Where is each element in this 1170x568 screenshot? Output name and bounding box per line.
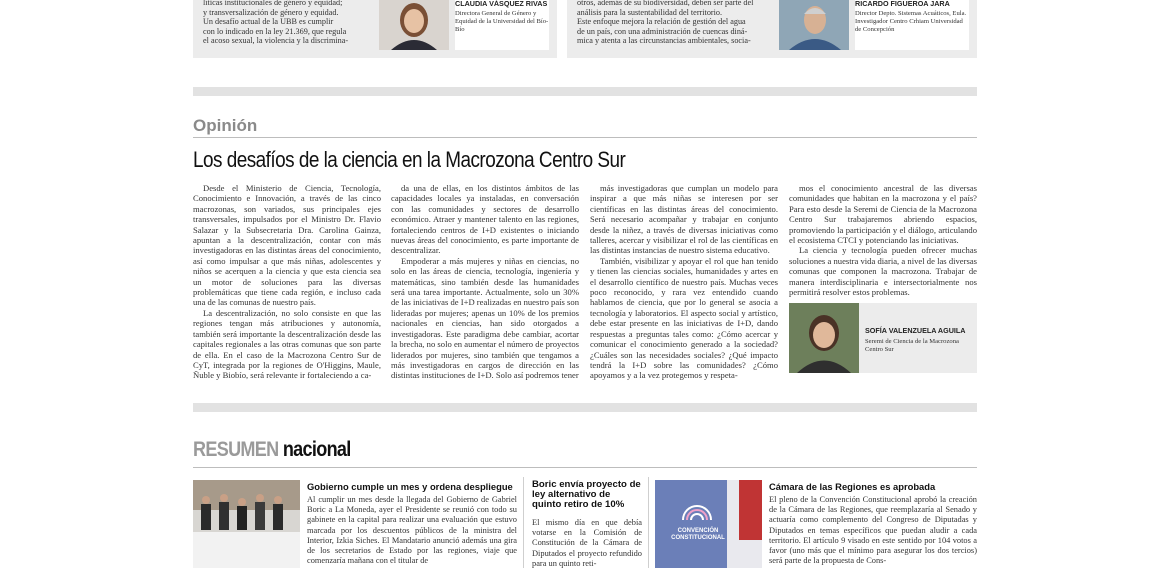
opinion-column-3 [590, 183, 778, 381]
camara-headline: Cámara de las Regiones es aprobada [769, 481, 936, 492]
opinion-headline: Los desafíos de la ciencia en la Macrozona Centro Sur [193, 147, 626, 172]
opinion-rule [193, 137, 977, 138]
claudia-vasquez-caption [455, 0, 549, 50]
sofia-valenzuela-name: SOFÍA VALENZUELA AGUILA [865, 326, 966, 335]
sofia-valenzuela-photo [789, 303, 859, 373]
gobierno-body: Al cumplir un mes desde la llegada del Gobierno de Gabriel Boric a La Moneda, ayer el Presidente se reunió con todo su gabinete en la capital para realizar una evaluación que estuvo marcada por los descuentos públicos de la ministra del Interior, Izkia Siches. El Mandatario anunció además una gira de los secretarios de Estado por las regiones, viaje que comenzaría mañana con el titular de [307, 495, 517, 566]
top-right-text: otros, además de su biodiversidad, deben ser parte del análisis para la sustentabilidad del territorio. Este enfoque mejora la relación de gestión del agua de un país, con una administración de cuencas diná- mica y atenta a las circunstancias ambientales, socia- [577, 0, 754, 46]
paragraph: También, visibilizar y apoyar el rol que han tenido y tienen las ciencias sociales, humanidades y artes en el desarrollo científico de nuestro país. Muchas veces poco reconocido, y rara vez entendido cuando hablamos de ciencia, que por lo general se asocia a tecnología y laboratorios. El aspecto social y artístico, debe estar presente en las iniciativas de I+D, dando respuestas a preguntas tales como: ¿Cómo acercar y comunicar el conocimiento generado a la sociedad? ¿Cuáles son las necesidades sociales? ¿Qué impacto tendrá la I+D sobre las comunidades? ¿Cómo apoyamos y a la vez protegemos y respeta- [590, 255, 778, 381]
gobierno-meeting-photo [193, 480, 300, 568]
convencion-logo-text: CONVENCIÓN CONSTITUCIONAL [671, 528, 725, 541]
ricardo-figueroa-name: RICARDO FIGUEROA JARA [855, 0, 950, 8]
top-left-text: líticas institucionales de género y equidad; y transversalización de género y equidad. Un desafío actual de la UBB es cumplir con lo indicado en la ley 21.369, que regula el acoso sexual, la violencia y la discrimina- [203, 0, 349, 46]
claudia-vasquez-name: CLAUDIA VÁSQUEZ RIVAS [455, 0, 548, 8]
column-divider [523, 477, 524, 568]
paragraph: Desde el Ministerio de Ciencia, Tecnología, Conocimiento e Innovación, a través de las cinco macrozonas, son variados, sus principales ejes transversales, impulsados por el Ministro Dr. Flavio Salazar y la Subsecretaria Dra. Carolina Gainza, apuntan a la descentralización, contar con más investigadoras en las distintas áreas del conocimiento, así como impulsar a que más niñas, adolescentes y niños se acerquen a la ciencia y que esta ciencia sea un motor de soluciones para las diversas problemáticas que tiene cada región, e incluso cada una de las comunas de nuestro país. [193, 183, 381, 308]
paragraph: mos el conocimiento ancestral de las diversas comunidades que habitan en la macrozona y el país? Para esto desde la Seremi de Ciencia de la Macrozona Centro Sur trabajaremos abriendo espacios, promoviendo la participación y el diálogo, articulando el ecosistema CTCI y potenciando las iniciativas. [789, 183, 977, 246]
author-box [789, 303, 977, 373]
opinion-column-1 [193, 183, 381, 381]
paragraph: La descentralización, no solo consiste en que las regiones tengan más atribuciones y autonomía, también será importante la descentralización desde las capitales regionales a las otras comunas que son parte de ella. En el caso de la Macrozona Centro Sur de CyT, integrada por la regiones de O'Higgins, Maule, Ñuble y Biobío, será relevante ir fortaleciendo a ca- [193, 307, 381, 381]
ricardo-figueroa-caption [855, 0, 969, 50]
newspaper-page [193, 0, 977, 568]
nacional-label: nacional [282, 438, 351, 461]
sofia-valenzuela-role: Seremi de Ciencia de la Macrozona Centro Sur [865, 338, 959, 353]
boric-body: El mismo día en que debía votarse en la Comisión de Constitución de la Cámara de Diputados el proyecto refundido para un quinto reti- [532, 518, 642, 568]
opinion-column-4 [789, 183, 977, 297]
ricardo-figueroa-photo [779, 0, 849, 50]
resumen-label: RESUMEN [193, 438, 279, 461]
section-divider-bottom [193, 403, 977, 412]
top-left-column-box [193, 0, 557, 58]
column-divider [648, 477, 649, 568]
paragraph: más investigadoras que cumplan un modelo para inspirar a que más niñas se interesen por ser científicas en las distintas áreas del conocimiento. Será necesario acompañar y trabajar en conjunto desde la niñez, a través de diversas iniciativas como talleres, acercar y visibilizar el rol de las científicas en las distintas instancias de nuestro sistema educativo. [590, 183, 778, 256]
section-divider-top [193, 87, 977, 96]
sofia-valenzuela-caption [865, 327, 973, 354]
claudia-vasquez-photo [379, 0, 449, 50]
top-right-column-box [567, 0, 977, 58]
opinion-column-2 [391, 183, 579, 381]
camara-body: El pleno de la Convención Constitucional aprobó la creación de la Cámara de las Regiones, que reemplazaría al Senado y actuaría como complemento del Congreso de Diputadas y Diputados en temas específicos que puedan aludir a cada territorio. El artículo 9 visado en este sentido por 104 votos a favor (uno más que el mínimo para asegurar los dos tercios) será parte de la propuesta de Cons- [769, 495, 977, 566]
convencion-photo [655, 480, 762, 568]
boric-headline: Boric envía proyecto de ley alternativo de quinto retiro de 10% [532, 479, 641, 510]
opinion-section-label: Opinión [193, 116, 258, 135]
claudia-vasquez-role: Directora General de Género y Equidad de la Universidad del Bío-Bío [455, 10, 549, 33]
paragraph: La ciencia y tecnología pueden ofrecer muchas soluciones a nuestra vida diaria, a nivel de las diversas comunas que componen la macrozona. Trabajar de manera interdisciplinaria e intersectorialmente nos permitirá resolver estos problemas. [789, 245, 977, 298]
paragraph: Empoderar a más mujeres y niñas en ciencias, no solo en las áreas de ciencia, tecnología, ingeniería y matemáticas, sino también desde las humanidades será una tarea importante. Actualmente, solo un 30% de las iniciativas de I+D realizadas en nuestro país son lideradas por mujeres; apenas un 10% de los premios nacionales en ciencias, han sido otorgados a investigadoras. Este paradigma debe cambiar, acortar la brecha, no solo en aumentar el número de proyectos liderados por mujeres, sino también que tengamos a más investigadoras en cargos de dirección en las distintas instituciones de I+D. Solo así podremos tener [391, 255, 579, 381]
gobierno-headline: Gobierno cumple un mes y ordena despliegue [307, 481, 513, 492]
paragraph: da una de ellas, en los distintos ámbitos de las capacidades locales ya instaladas, en conversación con las comunidades y sectores de desarrollo económico. Atraer y mantener talento en las regiones, fortaleciendo centros de I+D existentes o iniciando nuevas áreas del conocimiento, es parte importante de descentralizar. [391, 183, 579, 256]
ricardo-figueroa-role: Director Depto. Sistemas Acuáticos, Eula. Investigador Centro Crhiam Universidad de Concepción [855, 10, 967, 33]
resumen-nacional-label [193, 438, 351, 462]
resumen-rule [193, 467, 977, 468]
